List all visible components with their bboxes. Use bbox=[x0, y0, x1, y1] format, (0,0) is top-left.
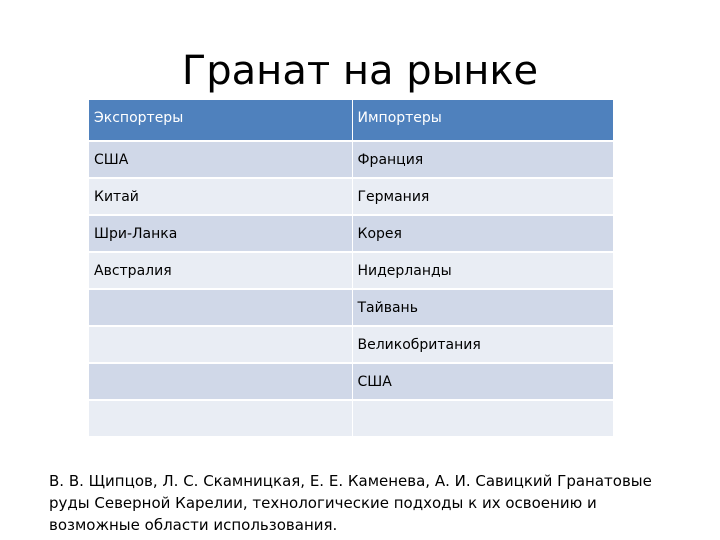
table-row bbox=[89, 289, 613, 326]
header-importers: Импортеры bbox=[352, 100, 613, 141]
table-header-row bbox=[89, 100, 613, 141]
exporter-cell: Китай bbox=[89, 178, 352, 215]
exporter-cell bbox=[89, 289, 352, 326]
exporter-cell: Австралия bbox=[89, 252, 352, 289]
importer-cell: Германия bbox=[352, 178, 613, 215]
exporter-cell bbox=[89, 326, 352, 363]
table-row bbox=[89, 178, 613, 215]
exporter-cell bbox=[89, 400, 352, 437]
importer-cell: Тайвань bbox=[352, 289, 613, 326]
importer-cell: Корея bbox=[352, 215, 613, 252]
source-citation: В. В. Щипцов, Л. С. Скамницкая, Е. Е. Каменева, А. И. Савицкий Гранатовые руды Северной Карелии, технологические подходы к их освоению и возможные области использования. bbox=[49, 472, 652, 534]
exporter-cell bbox=[89, 363, 352, 400]
header-exporters: Экспортеры bbox=[89, 100, 352, 141]
exporter-cell: Шри-Ланка bbox=[89, 215, 352, 252]
table-row bbox=[89, 363, 613, 400]
table-row bbox=[89, 400, 613, 437]
market-table bbox=[89, 100, 614, 438]
table-row bbox=[89, 215, 613, 252]
exporter-cell: США bbox=[89, 141, 352, 178]
importer-cell bbox=[352, 400, 613, 437]
importer-cell: США bbox=[352, 363, 613, 400]
table-row bbox=[89, 141, 613, 178]
importer-cell: Нидерланды bbox=[352, 252, 613, 289]
importer-cell: Франция bbox=[352, 141, 613, 178]
table-row bbox=[89, 326, 613, 363]
importer-cell: Великобритания bbox=[352, 326, 613, 363]
slide-title: Гранат на рынке bbox=[181, 48, 539, 94]
table-row bbox=[89, 252, 613, 289]
